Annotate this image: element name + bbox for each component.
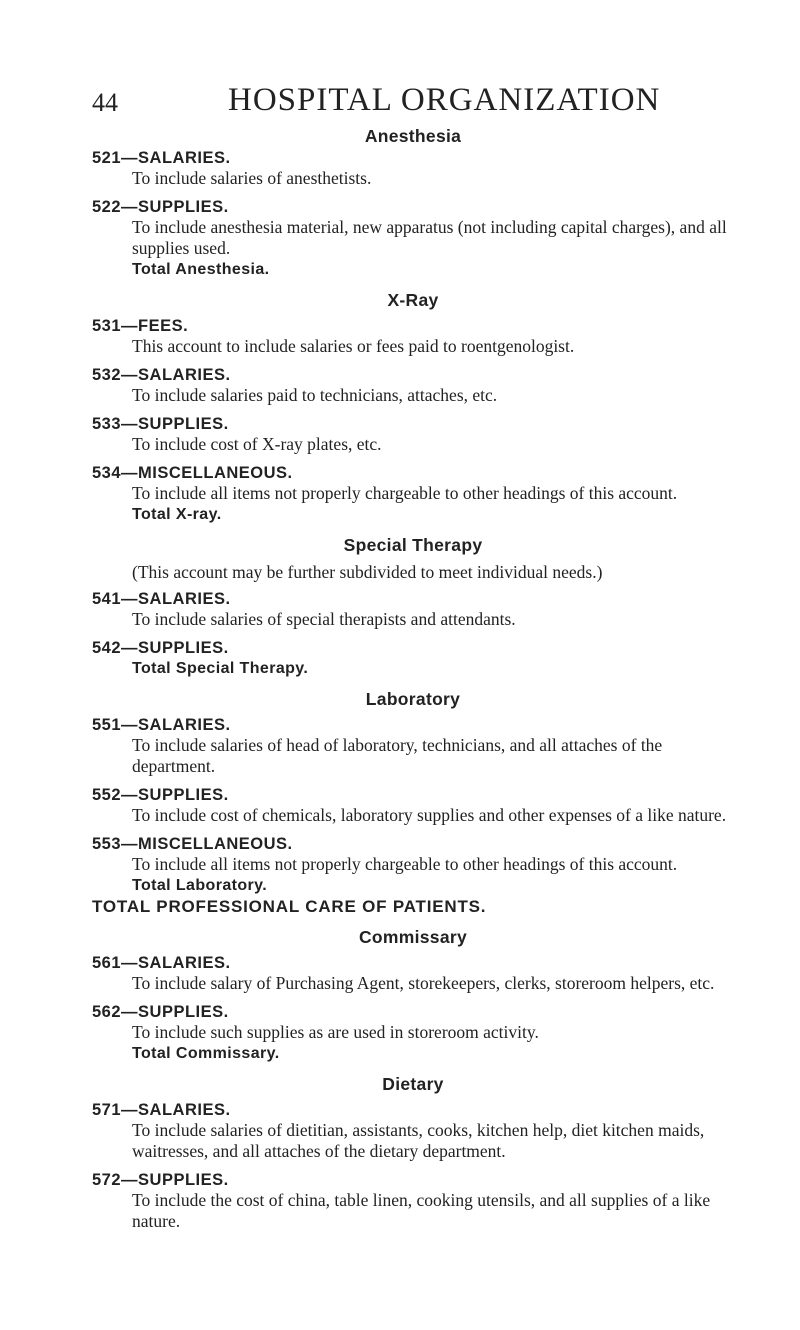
- entry-text: This account to include salaries or fees paid to roentgenologist.: [132, 336, 575, 356]
- entry-533: [92, 414, 734, 455]
- entry-562: [92, 1002, 734, 1043]
- entry-534: [92, 463, 734, 504]
- total-special-therapy: Total Special Therapy.: [132, 660, 309, 677]
- running-head: [92, 82, 720, 122]
- entry-heading: 571—SALARIES.: [92, 1101, 231, 1119]
- entry-541: [92, 589, 734, 630]
- section-title-dietary: Dietary: [382, 1074, 444, 1094]
- entry-522: [92, 197, 734, 259]
- entry-text: To include anesthesia material, new apparatus (not including capital charges), and all supplies used.: [132, 217, 727, 258]
- section-title-laboratory: Laboratory: [365, 689, 461, 709]
- entry-text: To include salary of Purchasing Agent, storekeepers, clerks, storeroom helpers, etc.: [132, 973, 715, 993]
- entry-heading: 553—MISCELLANEOUS.: [92, 835, 293, 853]
- entry-552: [92, 785, 734, 826]
- entry-text: To include salaries of dietitian, assistants, cooks, kitchen help, diet kitchen maids, waitresses, and all attaches of the dietary department.: [132, 1120, 705, 1161]
- entry-heading: 542—SUPPLIES.: [92, 639, 229, 657]
- entry-heading: 533—SUPPLIES.: [92, 415, 229, 433]
- entry-heading: 551—SALARIES.: [92, 716, 231, 734]
- section-title-anesthesia: Anesthesia: [364, 126, 462, 146]
- total-commissary: Total Commissary.: [132, 1045, 280, 1062]
- entry-551: [92, 715, 734, 777]
- entry-heading: 561—SALARIES.: [92, 954, 231, 972]
- section-title-special-therapy: Special Therapy: [343, 535, 483, 555]
- entry-text: To include salaries of head of laboratory, technicians, and all attaches of the department.: [132, 735, 663, 776]
- section-title-x-ray: X-Ray: [387, 290, 439, 310]
- entry-553: [92, 834, 734, 875]
- entry-561: [92, 953, 734, 994]
- entry-532: [92, 365, 734, 406]
- entry-heading: 521—SALARIES.: [92, 149, 231, 167]
- entry-text: To include salaries paid to technicians, attaches, etc.: [132, 385, 498, 405]
- entry-572: [92, 1170, 734, 1232]
- entry-text: To include cost of chemicals, laboratory supplies and other expenses of a like nature.: [132, 805, 727, 825]
- total-laboratory: Total Laboratory.: [132, 877, 268, 894]
- entry-text: To include salaries of anesthetists.: [132, 168, 372, 188]
- total-anesthesia: Total Anesthesia.: [132, 261, 270, 278]
- entry-text: To include all items not properly chargeable to other headings of this account.: [132, 854, 678, 874]
- entry-heading: 572—SUPPLIES.: [92, 1171, 229, 1189]
- entry-heading: 534—MISCELLANEOUS.: [92, 464, 293, 482]
- entry-heading: 552—SUPPLIES.: [92, 786, 229, 804]
- entry-heading: 532—SALARIES.: [92, 366, 231, 384]
- entry-text: To include the cost of china, table linen, cooking utensils, and all supplies of a like nature.: [132, 1190, 711, 1231]
- total-x-ray: Total X-ray.: [132, 506, 222, 523]
- section-note: (This account may be further subdivided to meet individual needs.): [132, 562, 603, 582]
- entry-521: [92, 148, 734, 189]
- page-title: HOSPITAL ORGANIZATION: [228, 82, 661, 118]
- section-title-commissary: Commissary: [358, 927, 468, 947]
- page-number: 44: [92, 88, 118, 117]
- entry-heading: 562—SUPPLIES.: [92, 1003, 229, 1021]
- entry-text: To include such supplies as are used in storeroom activity.: [132, 1022, 539, 1042]
- entry-571: [92, 1100, 734, 1162]
- document-body: [92, 124, 734, 1232]
- entry-heading: 531—FEES.: [92, 317, 189, 335]
- entry-text: To include cost of X-ray plates, etc.: [132, 434, 382, 454]
- entry-531: [92, 316, 734, 357]
- entry-heading: 541—SALARIES.: [92, 590, 231, 608]
- grand-total-professional-care: TOTAL PROFESSIONAL CARE OF PATIENTS.: [92, 897, 487, 916]
- entry-text: To include all items not properly chargeable to other headings of this account.: [132, 483, 678, 503]
- entry-heading: 522—SUPPLIES.: [92, 198, 229, 216]
- entry-text: To include salaries of special therapists and attendants.: [132, 609, 516, 629]
- entry-542: [92, 638, 734, 658]
